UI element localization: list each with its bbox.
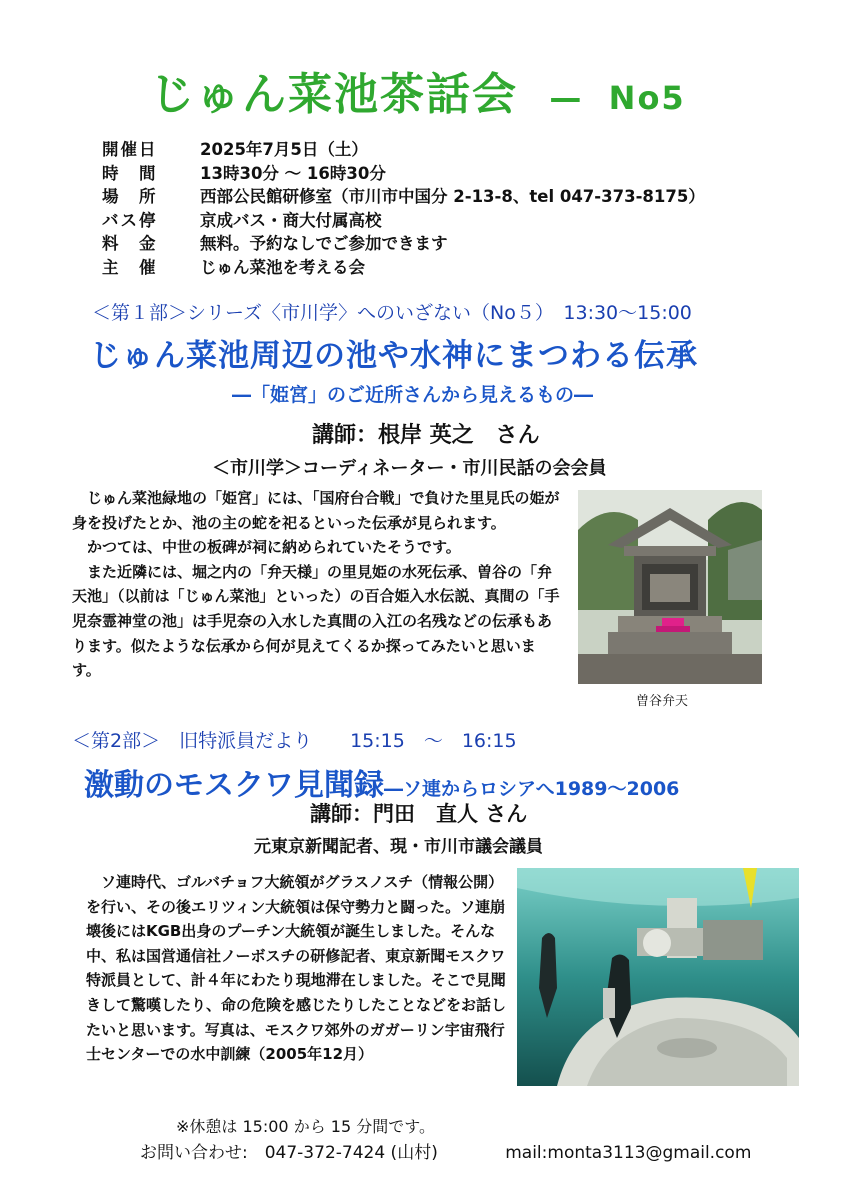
contact-phone: お問い合わせ: 047-372-7424 (山村)	[140, 1143, 438, 1163]
part1-subtitle: ―「姫宮」のご近所さんから見えるもの―	[232, 384, 594, 406]
photo-caption: 曽谷弁天	[636, 694, 689, 709]
info-value: じゅん菜池を考える会	[200, 257, 365, 277]
info-label: バス停	[102, 210, 158, 230]
info-value: 京成バス・商大付属高校	[200, 210, 382, 230]
contact-mail[interactable]: mail:monta3113@gmail.com	[505, 1143, 752, 1163]
part1-affiliation: ＜市川学＞コーディネーター・市川民話の会会員	[212, 458, 607, 479]
info-label: 料 金	[102, 234, 158, 253]
part1-paragraph: かつては、中世の板碑が祠に納められていたそうです。	[87, 538, 461, 557]
shrine-photo	[578, 490, 762, 684]
part1-paragraph: じゅん菜池緑地の「姫宮」には、「国府台合戦」で負けた里見氏の姫が身を投げたとか、池の主の蛇を祀るといった伝承が見られます。	[72, 489, 560, 532]
info-label: 場 所	[102, 187, 158, 206]
part1-paragraph: また近隣には、堀之内の「弁天様」の里見姫の水死伝承、曽谷の「弁天池」（以前は「じゅん菜池」といった）の百合姫入水伝説、真間の「手児奈霊神堂の池」は手児奈の入水した真間の入江の名残などの伝承もあります。似たような伝承から何が見えてくるか探ってみたいと思います。	[72, 562, 560, 680]
contact-line	[140, 1138, 751, 1163]
part2-paragraph: ソ連時代、ゴルバチョフ大統領がグラスノスチ（情報公開）を行い、その後エリツィン大統領は保守勢力と闘った。ソ連崩壊後にはKGB出身のプーチン大統領が誕生しました。そんな中、私は国営通信社ノーボスチの研修記者、東京新聞モスクワ特派員として、計４年にわたり現地滞在しました。そこで見聞きして驚嘆したり、命の危険を感じたりしたことなどをお話したいと思います。写真は、モスクワ郊外のガガーリン宇宙飛行士センターでの水中訓練（2005年12月）	[86, 873, 507, 1064]
info-value: 西部公民館研修室（市川市中国分 2-13-8、tel 047-373-8175）	[200, 187, 705, 206]
part1-lecturer: 講師：根岸 英之 さん	[312, 423, 540, 448]
event-info	[102, 138, 705, 279]
info-value: 無料。予約なしでご参加できます	[200, 234, 448, 253]
info-row-bus	[102, 209, 705, 233]
info-label: 開催日	[102, 140, 158, 159]
info-row-fee	[102, 232, 705, 256]
info-label: 主 催	[102, 257, 158, 277]
part1-title: じゅん菜池周辺の池や水神にまつわる伝承	[90, 338, 698, 374]
part2-heading: ＜第2部＞ 旧特派員だより 15:15 ～ 16:15	[72, 730, 517, 752]
title-number: No5	[608, 79, 686, 117]
info-label: 時 間	[102, 163, 158, 183]
part1-body	[72, 486, 564, 683]
info-row-host	[102, 256, 705, 280]
underwater-training-photo	[517, 868, 799, 1086]
break-note: ※休憩は 15:00 から 15 分間です。	[176, 1117, 435, 1136]
info-row-date	[102, 138, 705, 162]
part2-title-sub: ―ソ連からロシアへ1989～2006	[384, 778, 680, 800]
part1-heading: ＜第１部＞シリーズ〈市川学〉へのいざない（No５） 13:30～15:00	[92, 302, 692, 324]
part2-body	[86, 870, 516, 1067]
info-value: 13時30分 ～ 16時30分	[200, 163, 386, 183]
part2-lecturer: 講師：門田 直人 さん	[310, 802, 528, 826]
part2-affiliation: 元東京新聞記者、現・市川市議会議員	[254, 837, 543, 857]
title-dash: —	[549, 79, 584, 117]
page-title	[150, 58, 686, 122]
info-row-place	[102, 185, 705, 209]
info-row-time	[102, 162, 705, 186]
title-main: じゅん菜池茶話会	[150, 69, 518, 120]
part2-title-main: 激動のモスクワ見聞録	[84, 768, 384, 803]
info-value: 2025年7月5日（土）	[200, 140, 368, 159]
